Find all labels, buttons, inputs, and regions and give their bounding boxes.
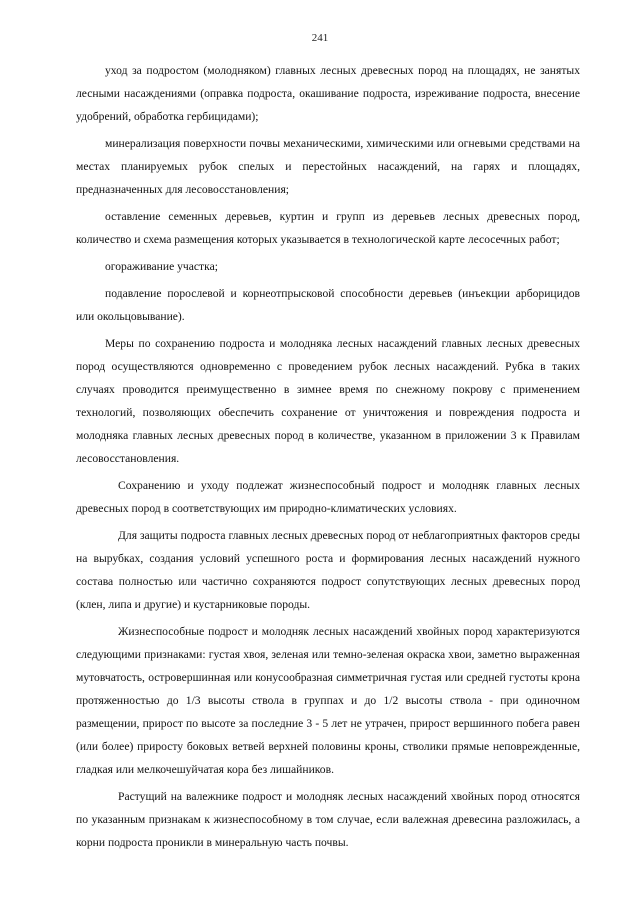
paragraph-9: Жизнеспособные подрост и молодняк лесных насаждений хвойных пород характеризуются следующими признаками: густая хвоя, зеленая или темно-зеленая окраска хвои, заметно выраженная мутовчатость, островершинная или конусообразная симметричная густая или средней густоты крона протяженностью до 1/3 высоты ствола в группах и до 1/2 высоты ствола - при одиночном размещении, прирост по высоте за последние 3 - 5 лет не утрачен, прирост вершинного побега равен (или более) приросту боковых ветвей верхней половины кроны, стволики прямые неповрежденные, гладкая или мелкочешуйчатая кора без лишайников. (76, 625, 580, 776)
paragraph-6: Меры по сохранению подроста и молодняка лесных насаждений главных лесных древесных пород осуществляются одновременно с проведением рубок лесных насаждений. Рубка в таких случаях проводится преимущественно в зимнее время по снежному покрову с применением технологий, позволяющих обеспечить сохранение от уничтожения и повреждения подроста и молодняка главных лесных древесных пород в количестве, указанном в приложении 3 к Правилам лесовосстановления. (76, 337, 580, 465)
paragraph-4: огораживание участка; (105, 260, 218, 273)
paragraph-1: уход за подростом (молодняком) главных лесных древесных пород на площадях, не занятых лесными насаждениями (оправка подроста, окашивание подроста, изреживание подроста, внесение удобрений, обработка гербицидами); (76, 64, 580, 123)
page-number: 241 (311, 32, 329, 44)
paragraph-7: Сохранению и уходу подлежат жизнеспособный подрост и молодняк главных лесных древесных пород в соответствующих им природно-климатических условиях. (76, 479, 580, 515)
paragraph-2: минерализация поверхности почвы механическими, химическими или огневыми средствами на местах планируемых рубок спелых и перестойных насаждений, на гарях и площадях, предназначенных для лесовосстановления; (76, 137, 580, 196)
paragraph-5: подавление порослевой и корнеотпрысковой способности деревьев (инъекции арборицидов или окольцовывание). (76, 287, 580, 323)
page-body (76, 59, 580, 854)
paragraph-3: оставление семенных деревьев, куртин и групп из деревьев лесных древесных пород, количество и схема размещения которых указывается в технологической карте лесосечных работ; (76, 210, 580, 246)
paragraph-8: Для защиты подроста главных лесных древесных пород от неблагоприятных факторов среды на вырубках, создания условий успешного роста и формирования лесных насаждений нужного состава полностью или частично сохраняются подрост сопутствующих лесных древесных пород (клен, липа и другие) и кустарниковые породы. (76, 529, 580, 611)
paragraph-10: Растущий на валежнике подрост и молодняк лесных насаждений хвойных пород относятся по указанным признакам к жизнеспособному в том случае, если валежная древесина разложилась, а корни подроста проникли в минеральную часть почвы. (76, 790, 580, 849)
